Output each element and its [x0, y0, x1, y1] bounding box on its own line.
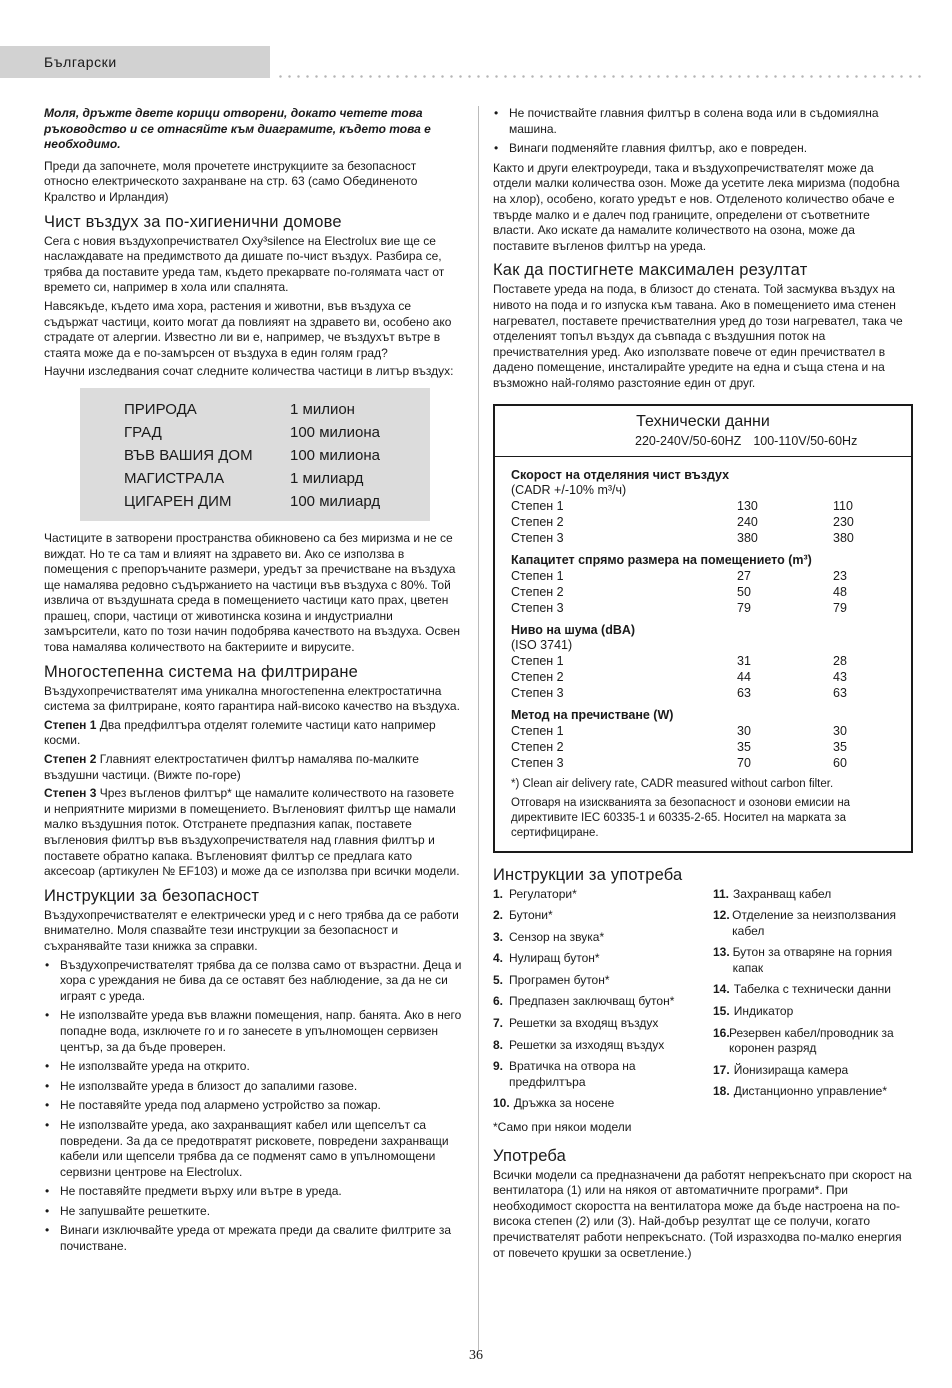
noise-title: Ниво на шума (dBA) [511, 622, 636, 637]
safety-list [44, 958, 464, 1255]
table-row [511, 723, 897, 739]
value-b: 380 [833, 530, 854, 545]
list-item: 18. Дистанционно управление* [713, 1084, 887, 1099]
place: ЦИГАРЕН ДИМ [124, 492, 232, 510]
amount: 1 милион [290, 400, 355, 418]
list-item: • Винаги подменяйте главния филтър, ако е повреден. [493, 141, 913, 157]
capacity-title: Капацитет спрямо размера на помещението (m³) [511, 552, 812, 567]
certification-text: Отговаря на изискванията за безопасност и озонови емисии на директивите IEC 60335-1 и 60335-2-65. Носител на марката за сертифициране. [511, 796, 851, 839]
language-tab: Български [0, 46, 270, 78]
row-label: Степен 3 [511, 755, 564, 770]
value-b: 60 [833, 755, 847, 770]
amount: 1 милиард [290, 469, 364, 487]
value-a: 31 [737, 653, 751, 668]
list-item: • Не използвайте уреда, ако захранващият кабел или щепселът са повредени. За да се предотвратят рисковете, повредени захранващи кабели или щепсели трябва да се подменят само в упълномощени сервизни центрове на Electrolux. [44, 1118, 464, 1180]
list-item: • Не почиствайте главния филтър в солена вода или в съдомиялна машина. [493, 106, 913, 137]
tech-data-box [493, 404, 913, 853]
table-row [511, 669, 897, 685]
tech-body [495, 457, 911, 851]
value-b: 28 [833, 653, 847, 668]
stage-1 [44, 718, 464, 749]
tech-header [495, 406, 911, 457]
stage-3 [44, 786, 464, 880]
list-item: 17. Йонизираща камера [713, 1062, 849, 1077]
cadr-footnote: *) Clean air delivery rate, CADR measured without carbon filter. [511, 777, 834, 790]
cadr-title: Скорост на отделяния чист въздух [511, 467, 730, 482]
value-a: 63 [737, 685, 751, 700]
page-number: 36 [469, 1348, 483, 1363]
section-title-filtering: Многостепенна система на филтриране [44, 662, 359, 681]
stage-label: Степен 2 [44, 752, 97, 767]
row-label: Степен 2 [511, 669, 564, 684]
section-title-clean-air: Чист въздух за по-хигиенични домове [44, 212, 342, 231]
list-item: 10. Дръжка за носене [493, 1096, 615, 1111]
particles-row [124, 444, 430, 467]
value-a: 380 [737, 530, 758, 545]
value-b: 48 [833, 584, 847, 599]
stage-text: Чрез въгленов филтър* ще намалите количеството на газовете и неприятните миризми в помещението. Въгленовият филтър ще намали малко въздушния поток. Отстранете предпазния капак, поставете въгленовия филтър във въздухопречиствателя над главния филтър и поставете обратно капака. Въгленовият филтър се предлага като аксесоар (артикулен № EF103) и може да се използва при всички модели. [44, 786, 460, 879]
list-item: 13. Бутон за отваряне на горния капак [713, 945, 893, 975]
table-row [511, 568, 897, 584]
paragraph: Сега с новия въздухопречиствател Oxy³silence на Electrolux вие ще се наслаждавате на предимството да дишате по-чист въздух. Разбира се, трябва да поставите уреда там, където прекарвате по-голямата част от времето си, например в хола или спалнята. [44, 233, 445, 295]
particles-row [124, 398, 430, 421]
value-b: 230 [833, 514, 854, 529]
paragraph: Навсякъде, където има хора, растения и животни, във въздуха се съдържат частици, които могат да повлияят на здравето ви, особено ако страдате от алергии. Известно ли ви е, например, че въздухът вътре в стаята може да е по-замърсен от въздуха в един голям град? [44, 298, 452, 360]
parts-list-col-1 [493, 887, 713, 1119]
stage-label: Степен 3 [44, 786, 97, 801]
value-b: 63 [833, 685, 847, 700]
list-item: 12. Отделение за неизползвания кабел [713, 908, 897, 938]
list-item: • Винаги изключвайте уреда от мрежата преди да свалите филтрите за почистване. [44, 1223, 464, 1254]
list-item: 9. Вратичка на отвора на предфилтъра [493, 1059, 636, 1089]
noise-subtitle: (ISO 3741) [511, 637, 573, 652]
value-a: 30 [737, 723, 751, 738]
list-item: 5. Програмен бутон* [493, 972, 610, 987]
value-a: 240 [737, 514, 758, 529]
list-item: • Въздухопречиствателят трябва да се ползва само от възрастни. Деца и хора с уреждания не бива да се оставят без наблюдение, за да не си играят с уреда. [44, 958, 464, 1005]
list-item: • Не поставяйте уреда под алармено устройство за пожар. [44, 1098, 464, 1114]
left-column [44, 106, 464, 1259]
list-item: 1. Регулатори* [493, 886, 577, 901]
row-label: Степен 1 [511, 723, 564, 738]
list-item: • Не използвайте уреда в близост до запалими газове. [44, 1079, 464, 1095]
table-row [511, 653, 897, 669]
usage-paragraph: Всички модели са предназначени да работят непрекъснато при скорост на вентилатора (1) или на някоя от автоматичните програми*. При необходимост скоростта на вентилатора може да бъде настроена на по-висока степен (2) или (3). Най-добър резултат ще се получи, когато пречиствателят работи непрекъснато. (Той изразходва по-малко енергия от повечето крушки за осветление.) [493, 1167, 912, 1260]
paragraph: Частиците в затворени пространства обикновено са без миризма и не се виждат. Но те са там и влияят на здравето ви. Ако се използва в помещения с препоръчаните размери, уредът за пречистване на въздуха ще намалява редовно съдържанието на частици във въздуха с 80%. Той извлича от въздушната среда в помещението частици като прах, цветен прашец, спори, частици от животинска козина и индустриални замърсители, като по този начин подобрява качеството на въздуха. Освен това намалява количеството на бактериите и вирусите. [44, 530, 461, 655]
paragraph: Научни изследвания сочат следните количества частици в литър въздух: [44, 364, 454, 379]
list-item: • Не използвайте уреда на открито. [44, 1059, 464, 1075]
row-label: Степен 2 [511, 739, 564, 754]
list-item: 6. Предпазен заключващ бутон* [493, 994, 675, 1009]
list-item: 7. Решетки за входящ въздух [493, 1016, 659, 1031]
particles-row [124, 490, 430, 513]
place: ВЪВ ВАШИЯ ДОМ [124, 446, 253, 464]
row-label: Степен 1 [511, 498, 564, 513]
paragraph: Въздухопречиствателят е електрически уред и с него трябва да се работи внимателно. Моля спазвайте тези инструкции за безопасност и съхранявайте тази книжка за справки. [44, 907, 459, 953]
row-label: Степен 3 [511, 530, 564, 545]
voltage-1: 220-240V/50-60HZ [635, 433, 742, 448]
place: ПРИРОДА [124, 400, 197, 418]
intro-bold: Моля, дръжте двете корици отворени, докато четете това ръководство и се отнасяйте към диаграмите, където това е необходимо. [44, 106, 431, 152]
voltage-2: 100-110V/50-60Hz [753, 433, 858, 448]
value-b: 79 [833, 600, 847, 615]
ozone-paragraph: Както и други електроуреди, така и въздухопречиствателят може да отдели малки количества озон. Може да усетите лека миризма (подобна на хлор), особено, когато уредът е нов. Отделеното количество обаче е твърде малко и е далеч под границите, определени от съответните власти. Ако искате да намалите количеството на озона, може да поставите въгленов филтър на уреда. [493, 160, 900, 253]
row-label: Степен 2 [511, 584, 564, 599]
list-item: 16. Резервен кабел/проводник за коронен разряд [713, 1025, 894, 1056]
amount: 100 милиона [290, 446, 380, 464]
value-a: 27 [737, 568, 751, 583]
value-a: 44 [737, 669, 751, 684]
row-label: Степен 2 [511, 514, 564, 529]
amount: 100 милиона [290, 423, 380, 441]
table-row [511, 739, 897, 755]
value-b: 43 [833, 669, 847, 684]
table-row [511, 530, 897, 546]
value-b: 23 [833, 568, 847, 583]
value-a: 35 [737, 739, 751, 754]
row-label: Степен 3 [511, 685, 564, 700]
column-divider [478, 106, 479, 1350]
stage-2 [44, 752, 464, 783]
stage-label: Степен 1 [44, 717, 97, 732]
list-item: 15. Индикатор [713, 1004, 794, 1019]
value-a: 70 [737, 755, 751, 770]
tech-title: Технически данни [636, 412, 770, 430]
list-item: • Не запушвайте решетките. [44, 1204, 464, 1220]
particles-row [124, 421, 430, 444]
paragraph: Въздухопречиствателят има уникална многостепенна електростатична система за филтриране, която гарантира най-високо качество на въздуха. [44, 683, 460, 714]
models-note: *Само при някои модели [493, 1120, 632, 1135]
intro-text: Преди да започнете, моля прочетете инструкциите за безопасност относно електрическото захранване на стр. 63 (само Обединеното Кралство и Ирландия) [44, 158, 418, 204]
right-column [493, 106, 913, 1264]
method-title: Метод на пречистване (W) [511, 707, 674, 722]
list-item: • Не използвайте уреда във влажни помещения, напр. банята. Ако в него попадне вода, изключете го и го занесете в упълномощен сервизен център, за да бъде проверен. [44, 1008, 464, 1055]
place: ГРАД [124, 423, 162, 441]
list-item: 2. Бутони* [493, 908, 553, 923]
table-row [511, 584, 897, 600]
parts-list [493, 887, 913, 1119]
value-a: 50 [737, 584, 751, 599]
value-b: 35 [833, 739, 847, 754]
table-row [511, 498, 897, 514]
list-item: 14. Табелка с технически данни [713, 982, 891, 997]
particles-row [124, 467, 430, 490]
list-item: • Не поставяйте предмети върху или вътре в уреда. [44, 1184, 464, 1200]
list-item: 4. Нулиращ бутон* [493, 951, 600, 966]
list-item: 11. Захранващ кабел [713, 886, 832, 901]
cadr-subtitle: (CADR +/-10% m³/ч) [511, 482, 627, 497]
value-a: 79 [737, 600, 751, 615]
table-row [511, 755, 897, 771]
paragraph: Поставете уреда на пода, в близост до стената. Той засмуква въздух на нивото на пода и го изпуска към тавана. Ако в помещението има стенен нагревател, поставете пречиствателния уред до този нагревател, така че отделеният топъл въздух да съвпада с въздушния поток на пречиствателния уред. Ако използвате повече от един пречиствател в дадено помещение, инсталирайте уредите на една и съща стена и на възможно най-голямо разстояние един от друг. [493, 282, 903, 390]
amount: 100 милиард [290, 492, 381, 510]
stage-text: Главният електростатичен филтър намалява по-малките въздушни частици. (Вижте по-горе) [44, 752, 419, 782]
stage-text: Два предфилтъра отделят големите частици като например косми. [44, 717, 436, 748]
table-row [511, 514, 897, 530]
value-a: 130 [737, 498, 758, 513]
row-label: Степен 1 [511, 653, 564, 668]
section-title-safety: Инструкции за безопасност [44, 886, 260, 905]
row-label: Степен 3 [511, 600, 564, 615]
particles-table [80, 388, 430, 521]
list-item: 8. Решетки за изходящ въздух [493, 1037, 665, 1052]
value-b: 30 [833, 723, 847, 738]
filter-bullets [493, 106, 913, 157]
section-title-usage: Употреба [493, 1146, 567, 1165]
voltage-row [495, 432, 911, 450]
table-row [511, 685, 897, 701]
section-title-instructions: Инструкции за употреба [493, 865, 683, 884]
table-row [511, 600, 897, 616]
section-title-best-result: Как да постигнете максимален резултат [493, 261, 808, 280]
place: МАГИСТРАЛА [124, 469, 225, 487]
parts-list-col-2 [713, 887, 913, 1119]
list-item: 3. Сензор на звука* [493, 929, 605, 944]
row-label: Степен 1 [511, 568, 564, 583]
value-b: 110 [833, 498, 853, 513]
dotted-rule [276, 75, 926, 78]
